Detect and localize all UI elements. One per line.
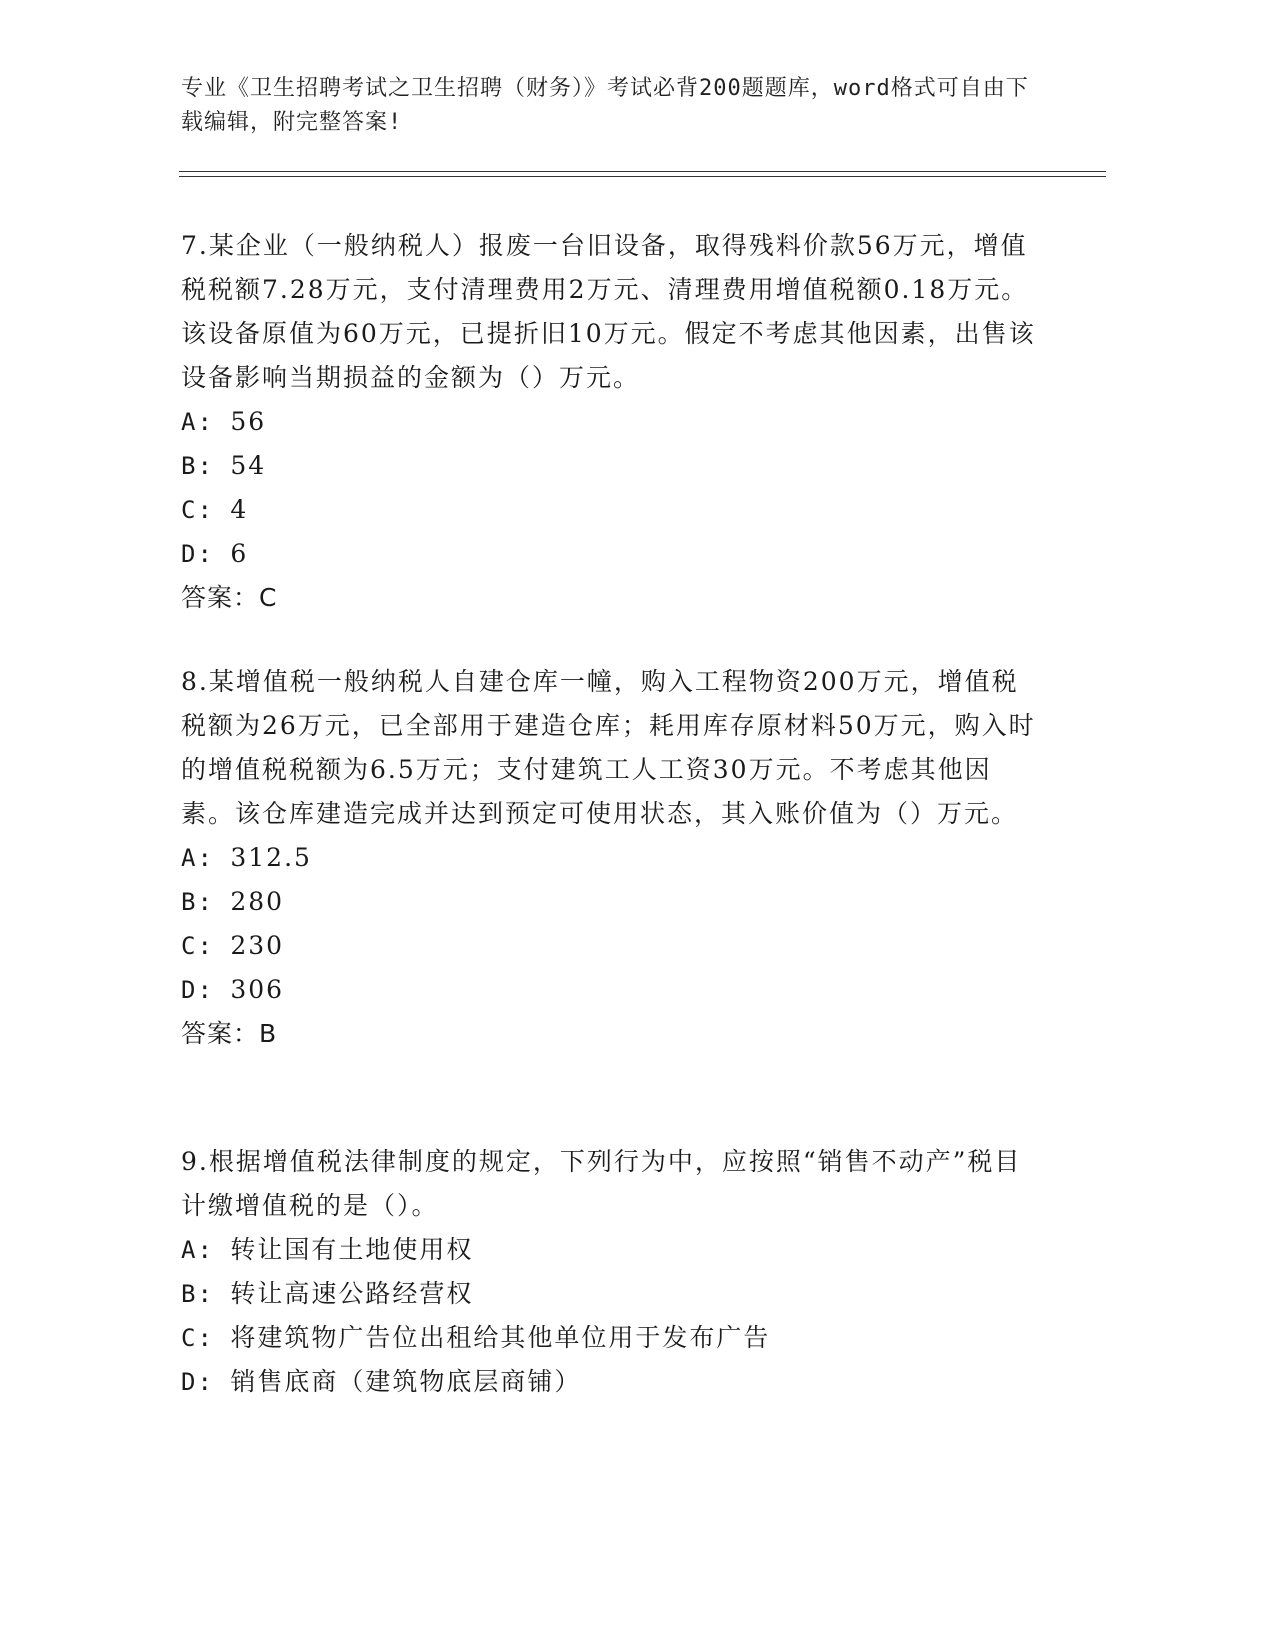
option-a [181,1228,1041,1272]
option-value: 230 [230,931,285,960]
option-label: C: [181,932,214,960]
option-label: A: [181,844,214,872]
option-value: 转让国有土地使用权 [230,1235,474,1264]
option-d [181,532,1041,576]
option-label: B: [181,452,214,480]
option-b [181,880,1041,924]
question-9 [181,1140,1041,1404]
option-value: 转让高速公路经营权 [230,1279,474,1308]
question-text: 8.某增值税一般纳税人自建仓库一幢，购入工程物资200万元，增值税税额为26万元，已全部用于建造仓库；耗用库存原材料50万元，购入时的增值税税额为6.5万元；支付建筑工人工资30万元。不考虑其他因素。该仓库建造完成并达到预定可使用状态，其入账价值为（）万元。 [181,667,1036,828]
option-label: A: [181,1236,214,1264]
option-value: 6 [230,539,249,568]
option-label: D: [181,976,214,1004]
option-label: D: [181,1368,214,1396]
header-rule-bottom [179,176,1106,177]
option-value: 312.5 [230,843,312,872]
option-d [181,968,1041,1012]
option-label: D: [181,540,214,568]
option-value: 54 [230,451,267,480]
question-7 [181,224,1041,620]
answer: 答案：C [181,583,278,612]
option-b [181,1272,1041,1316]
option-value: 280 [230,887,285,916]
option-a [181,400,1041,444]
option-label: B: [181,888,214,916]
option-c [181,488,1041,532]
header-rule-top [179,171,1106,172]
option-value: 4 [230,495,249,524]
option-a [181,836,1041,880]
question-8 [181,660,1041,1056]
option-value: 销售底商（建筑物底层商铺） [230,1367,582,1396]
option-b [181,444,1041,488]
option-value: 306 [230,975,285,1004]
option-label: A: [181,408,214,436]
question-text: 7.某企业（一般纳税人）报废一台旧设备，取得残料价款56万元，增值税税额7.28万元，支付清理费用2万元、清理费用增值税额0.18万元。该设备原值为60万元，已提折旧10万元。假定不考虑其他因素，出售该设备影响当期损益的金额为（）万元。 [181,231,1036,392]
option-label: C: [181,1324,214,1352]
option-c [181,1316,1041,1360]
question-text: 9.根据增值税法律制度的规定，下列行为中，应按照“销售不动产”税目计缴增值税的是（）。 [181,1147,1022,1220]
answer: 答案：B [181,1019,278,1048]
option-value: 将建筑物广告位出租给其他单位用于发布广告 [230,1323,771,1352]
option-label: C: [181,496,214,524]
option-value: 56 [230,407,267,436]
option-label: B: [181,1280,214,1308]
option-c [181,924,1041,968]
document-header: 专业《卫生招聘考试之卫生招聘（财务）》考试必背200题题库，word格式可自由下载编辑，附完整答案! [181,76,1029,135]
option-d [181,1360,1041,1404]
